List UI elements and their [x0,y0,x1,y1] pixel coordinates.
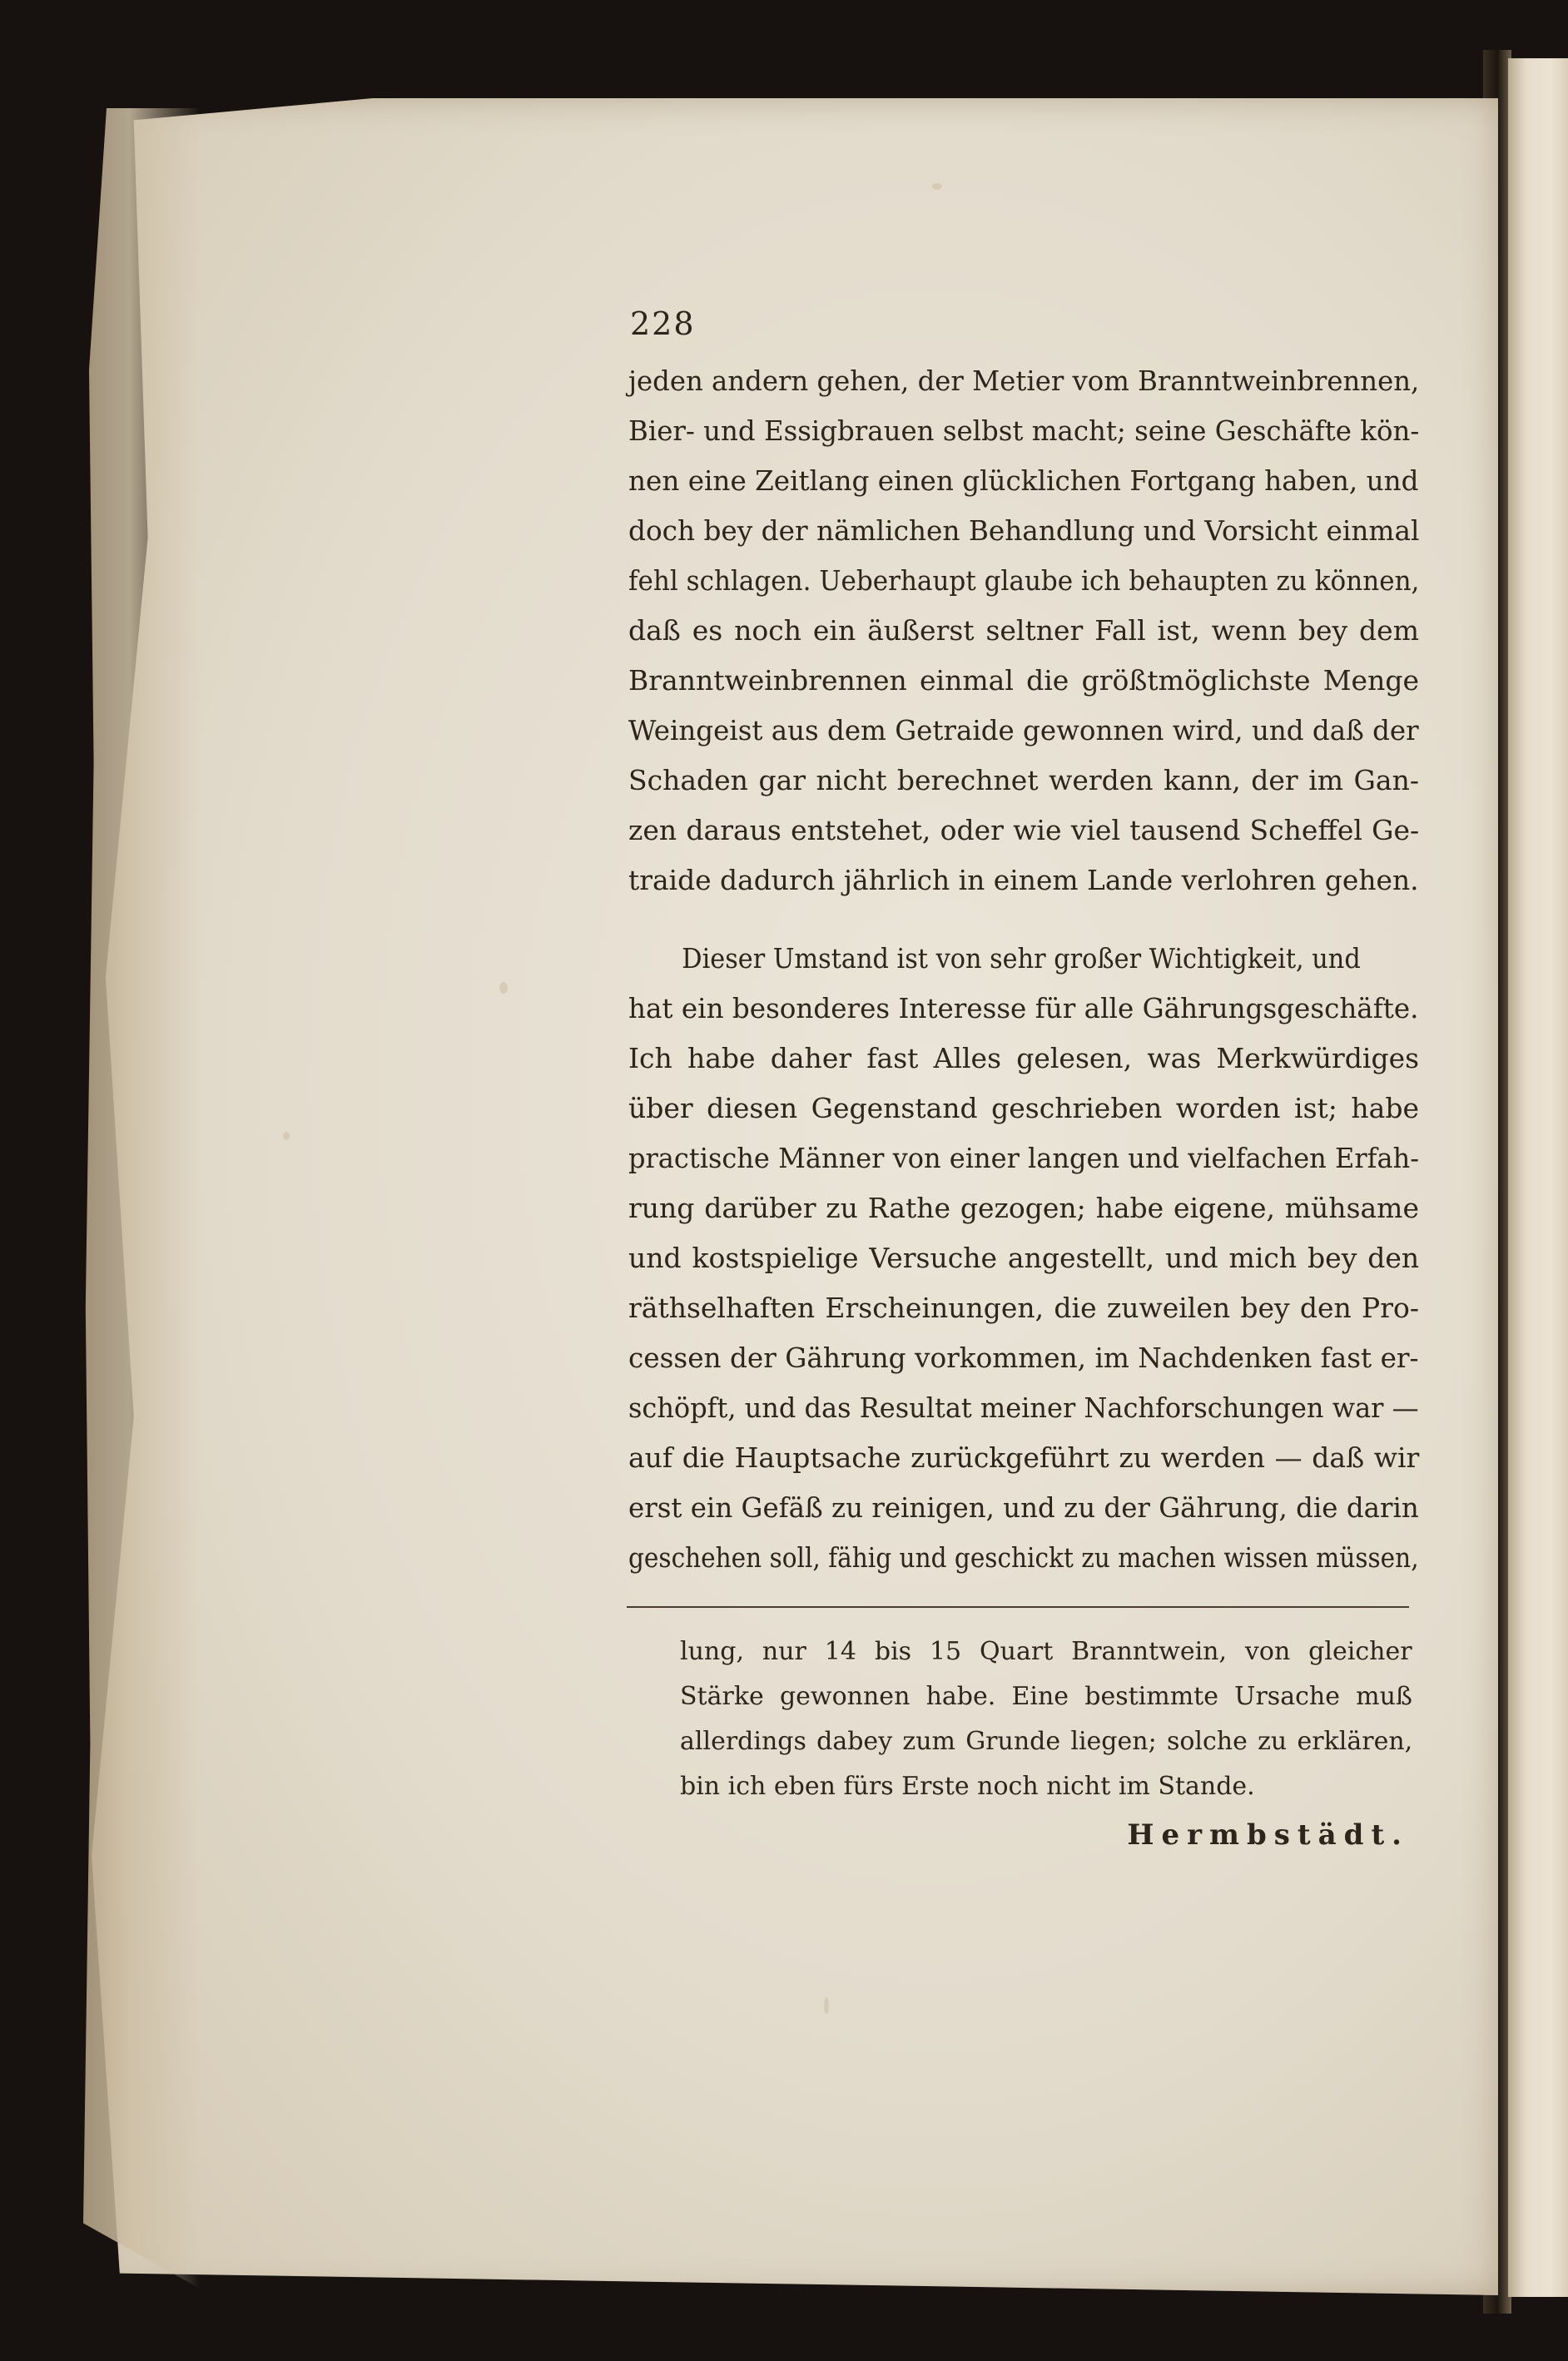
author-signature: Hermbstädt. [1127,1818,1409,1852]
text-line: nen eine Zeitlang einen glücklichen Fortgang haben, und [628,464,1419,497]
footnote-divider [627,1606,1409,1608]
text-line: geschehen soll, fähig und geschickt zu machen wissen müssen, [628,1541,1419,1574]
text-line: fehl schlagen. Ueberhaupt glaube ich behaupten zu können, [628,564,1420,597]
footnote-line: bin ich eben fürs Erste noch nicht im Stande. [680,1772,1255,1801]
foxing-spot [932,183,942,190]
text-line: Ich habe daher fast Alles gelesen, was Merkwürdiges [628,1042,1420,1074]
page-number: 228 [630,305,696,342]
text-line: auf die Hauptsache zurückgeführt zu werden — daß wir [628,1441,1420,1474]
text-line: cessen der Gährung vorkommen, im Nachdenken fast er- [628,1342,1419,1374]
text-line: Branntweinbrennen einmal die größtmöglichste Menge [628,664,1419,697]
facing-page-edge [1508,58,1568,2297]
foxing-spot [499,982,508,994]
paragraph [628,356,1419,905]
foxing-spot [824,1997,829,2014]
text-line: Schaden gar nicht berechnet werden kann, der im Gan- [628,764,1419,796]
text-line: räthselhaften Erscheinungen, die zuweilen bey den Pro- [628,1292,1419,1324]
foxing-spot [283,1132,290,1140]
text-line: erst ein Gefäß zu reinigen, und zu der Gährung, die darin [628,1491,1419,1524]
text-line: jeden andern gehen, der Metier vom Branntweinbrennen, [628,365,1420,397]
text-line: zen daraus entstehet, oder wie viel tausend Scheffel Ge- [628,814,1420,846]
footnote-line: allerdings dabey zum Grunde liegen; solche zu erklären, [680,1727,1413,1756]
text-line: Weingeist aus dem Getraide gewonnen wird, und daß der [628,714,1419,746]
footnote-line: Stärke gewonnen habe. Eine bestimmte Ursache muß [680,1682,1412,1711]
paragraph [628,934,1419,1583]
text-line: schöpft, und das Resultat meiner Nachforschungen war — [628,1391,1419,1424]
text-line: Bier- und Essigbrauen selbst macht; seine Geschäfte kön- [628,414,1420,447]
worn-page-edge [83,108,200,2289]
text-line: rung darüber zu Rathe gezogen; habe eigene, mühsame [628,1192,1419,1224]
text-line: traide dadurch jährlich in einem Lande verlohren gehen. [628,864,1419,896]
text-line: daß es noch ein äußerst seltner Fall ist, wenn bey dem [628,614,1419,647]
text-line: hat ein besonderes Interesse für alle Gährungsgeschäfte. [628,992,1419,1024]
text-line: doch bey der nämlichen Behandlung und Vorsicht einmal [628,514,1420,547]
footnote [680,1629,1412,1858]
text-line: über diesen Gegenstand geschrieben worden ist; habe [628,1092,1419,1124]
text-line: und kostspielige Versuche angestellt, und mich bey den [628,1242,1420,1274]
footnote-line: lung, nur 14 bis 15 Quart Branntwein, von gleicher [680,1637,1412,1666]
text-line: Dieser Umstand ist von sehr großer Wichtigkeit, und [682,942,1361,975]
page-content [628,291,1419,1858]
text-line: practische Männer von einer langen und vielfachen Erfah- [628,1142,1420,1174]
